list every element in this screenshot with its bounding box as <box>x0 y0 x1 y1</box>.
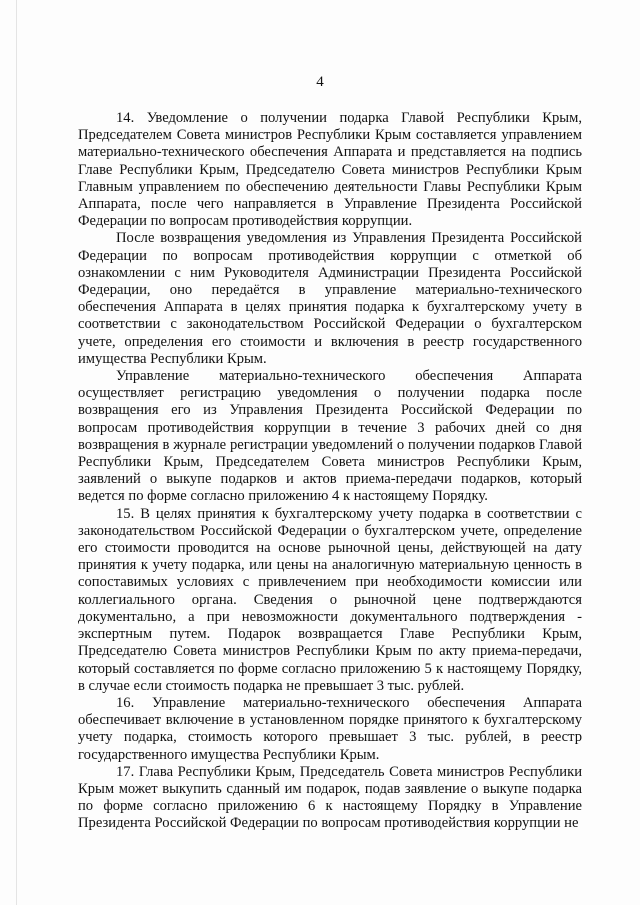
page-number: 4 <box>316 74 324 90</box>
paragraph-15: 15. В целях принятия к бухгалтерскому учету подарка в соответствии с законодательством Российской Федерации о бухгалтерском учете, определение его стоимости проводится на основе рыночной цены, действующей на дату принятия к учету подарка, или цены на аналогичную материальную ценность в сопоставимых условиях с привлечением при необходимости комиссии или коллегиального органа. Сведения о рыночной цене подтверждаются документально, а при невозможности документального подтверждения - экспертным путем. Подарок возвращается Главе Республики Крым, Председателю Совета министров Республики Крым по акту приема-передачи, который составляется по форме согласно приложению 5 к настоящему Порядку, в случае если стоимость подарка не превышает 3 тыс. рублей. <box>78 505 582 694</box>
paragraph-14: 14. Уведомление о получении подарка Главой Республики Крым, Председателем Совета министров Республики Крым составляется управлением материально-технического обеспечения Аппарата и представляется на подпись Главе Республики Крым, Председателю Совета министров Республики Крым Главным управлением по обеспечению деятельности Главы Республики Крым Аппарата, после чего направляется в Управление Президента Российской Федерации по вопросам противодействия коррупции. <box>78 110 582 230</box>
document-body <box>78 110 582 833</box>
paragraph-registration: Управление материально-технического обеспечения Аппарата осуществляет регистрацию уведомления о получении подарка после возвращения его из Управления Президента Российской Федерации по вопросам противодействия коррупции в течение 3 рабочих дней со дня возвращения в журнале регистрации уведомлений о получении подарков Главой Республики Крым, Председателем Совета министров Республики Крым, заявлений о выкупе подарков и актов приема-передачи подарков, который ведется по форме согласно приложению 4 к настоящему Порядку. <box>78 368 582 505</box>
paragraph-16: 16. Управление материально-технического обеспечения Аппарата обеспечивает включение в установленном порядке принятого к бухгалтерскому учету подарка, стоимость которого превышает 3 тыс. рублей, в реестр государственного имущества Республики Крым. <box>78 694 582 763</box>
scan-edge-line <box>16 0 17 905</box>
paragraph-17: 17. Глава Республики Крым, Председатель Совета министров Республики Крым может выкупить сданный им подарок, подав заявление о выкупе подарка по форме согласно приложению 6 к настоящему Порядку в Управление Президента Российской Федерации по вопросам противодействия коррупции не <box>78 763 582 832</box>
paragraph-after-return: После возвращения уведомления из Управления Президента Российской Федерации по вопросам противодействия коррупции с отметкой об ознакомлении с ним Руководителя Администрации Президента Российской Федерации, оно передаётся в управление материально-технического обеспечения Аппарата в целях принятия подарка к бухгалтерскому учету в соответствии с законодательством Российской Федерации о бухгалтерском учете, определения его стоимости и включения в реестр государственного имущества Республики Крым. <box>78 230 582 367</box>
